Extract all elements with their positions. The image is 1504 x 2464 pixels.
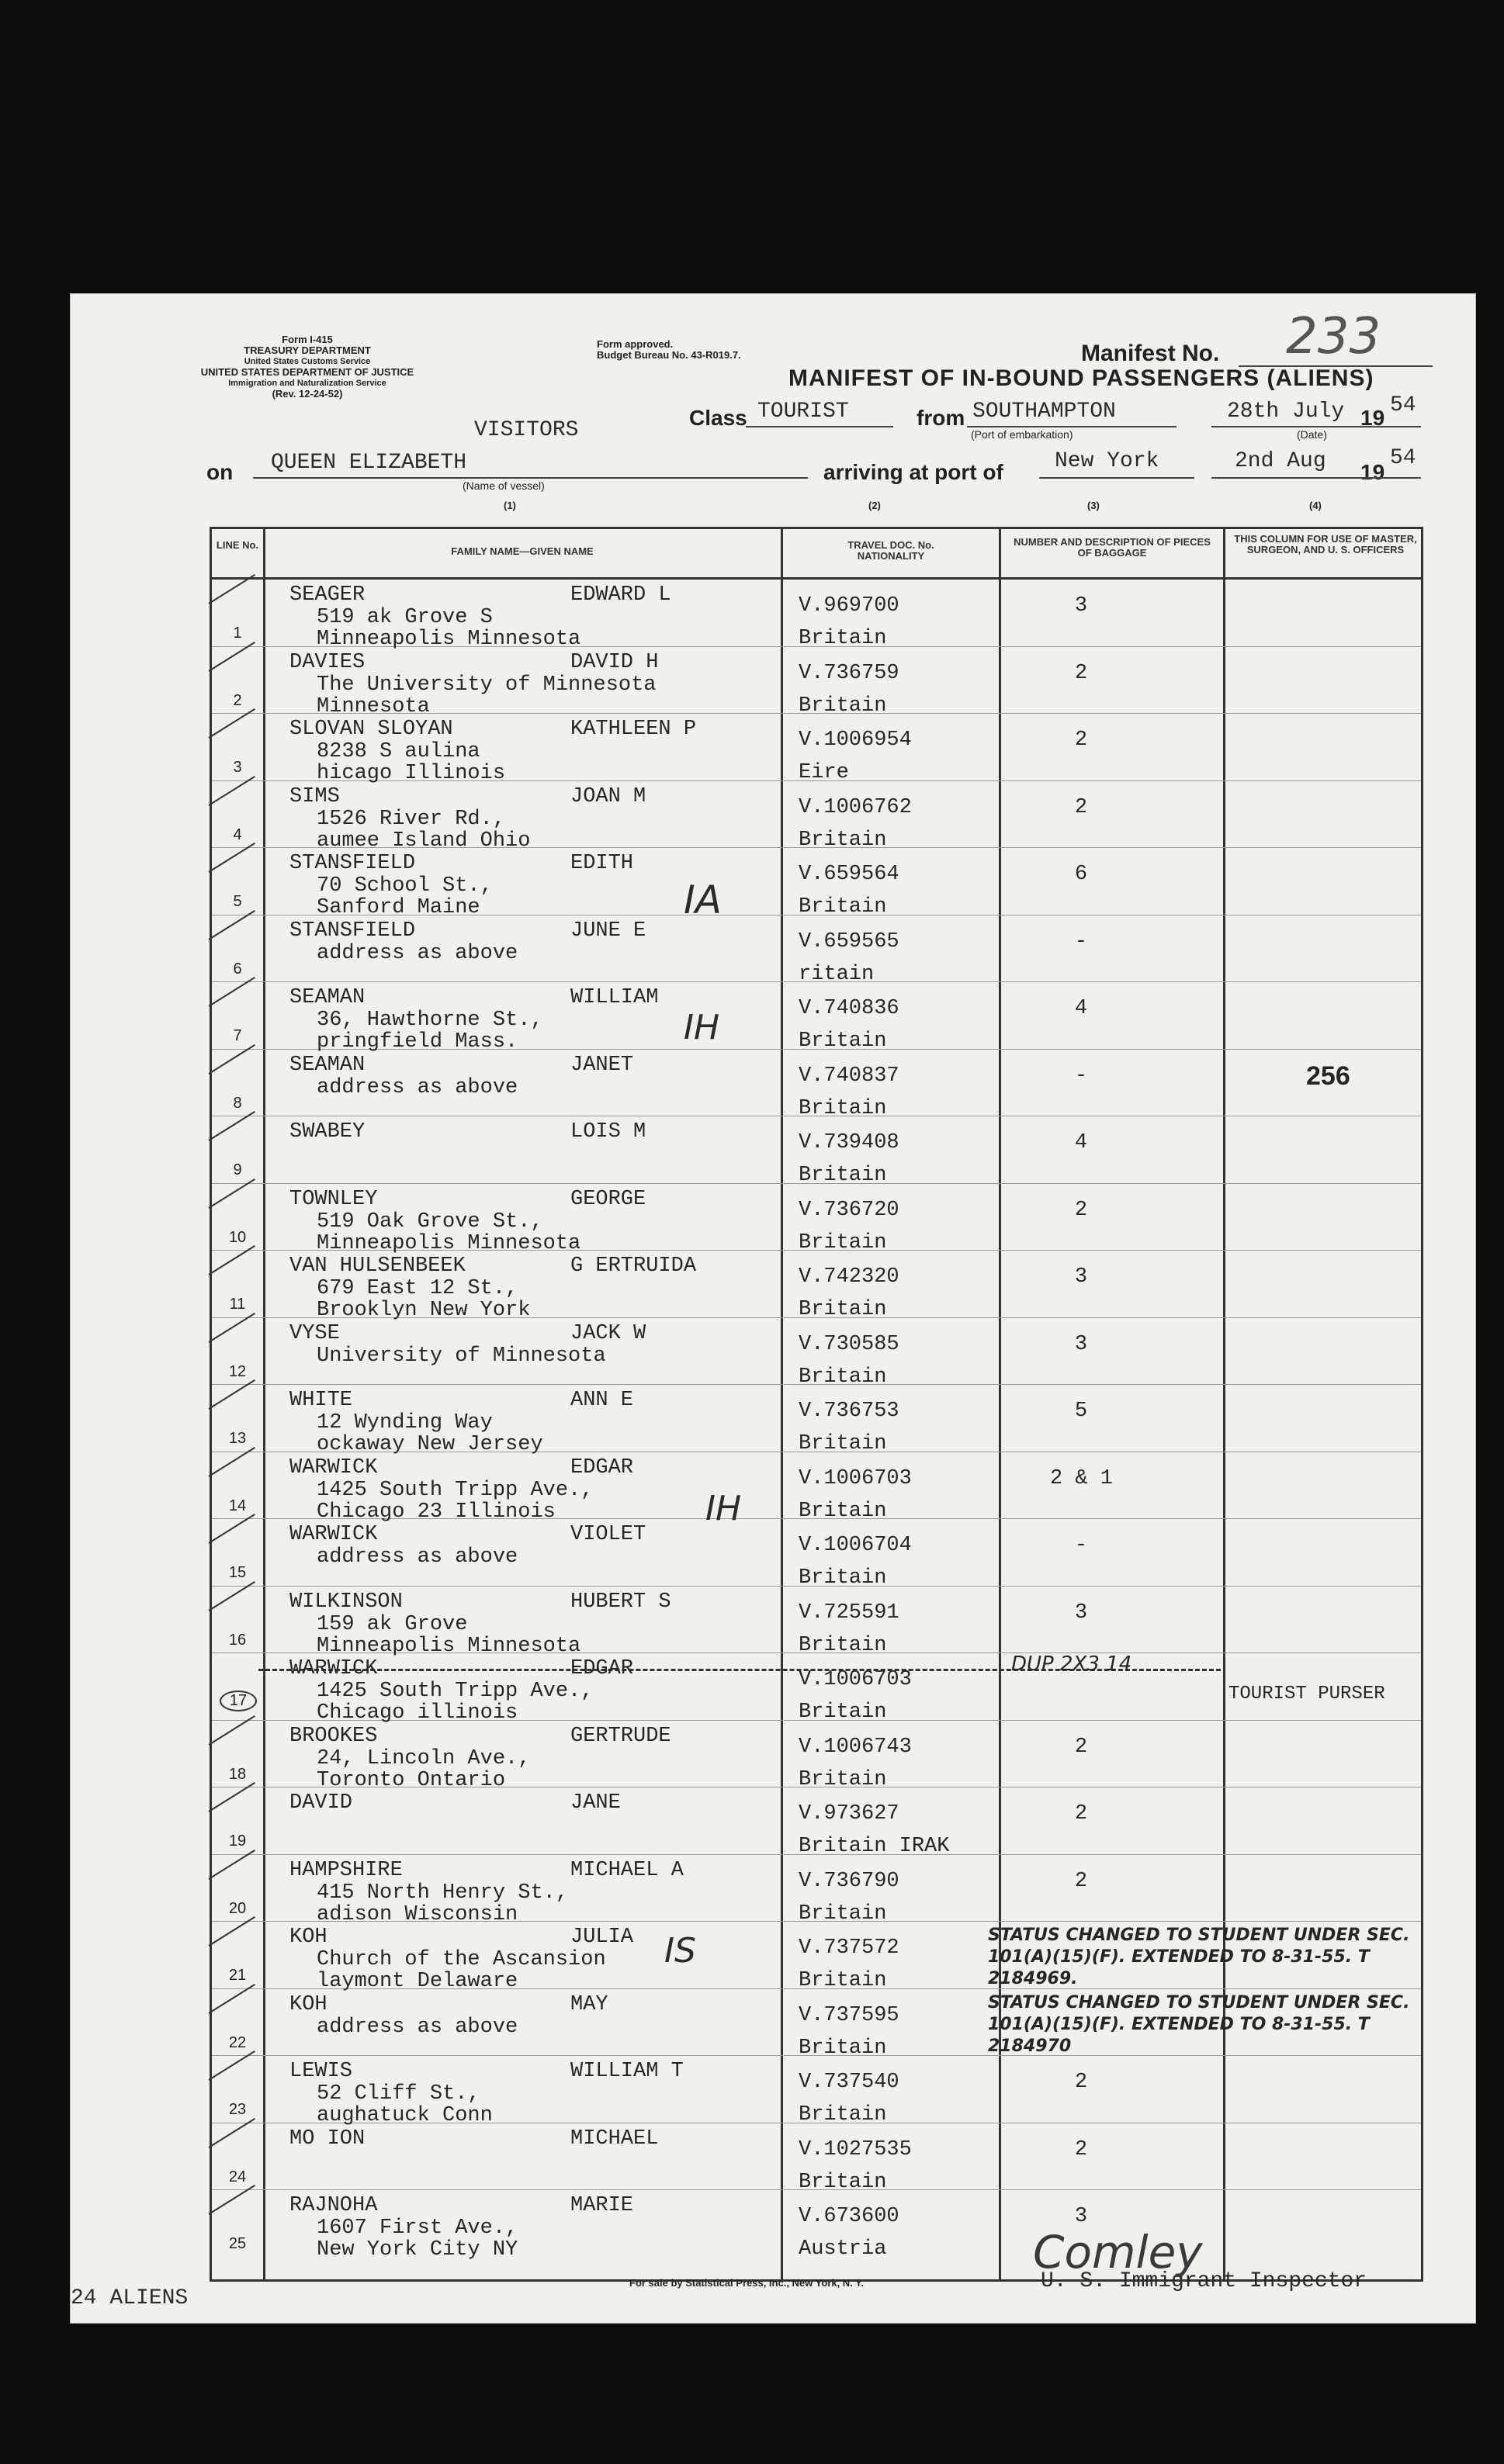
given-name: ANN E [570,1389,634,1412]
embarkation-date: 28th July [1227,400,1345,424]
travel-doc: V.736753 [799,1400,899,1423]
family-name: WARWICK [289,1523,378,1546]
address-line-2: Brooklyn New York [317,1299,531,1322]
vessel-name: QUEEN ELIZABETH [271,451,467,475]
address-line-2: Sanford Maine [317,896,480,919]
given-name: JANE [570,1791,621,1815]
nationality: Britain [799,828,887,852]
line-number: 23 [228,2101,247,2118]
handwritten-initials: IS [664,1931,696,1971]
address-line-2: aughatuck Conn [317,2104,493,2127]
baggage: 2 [1074,1198,1088,1222]
table-row [212,781,1421,853]
family-name: WHITE [289,1389,353,1412]
manifest-title: MANIFEST OF IN-BOUND PASSENGERS (ALIENS) [788,365,1374,391]
address-line-2: ockaway New Jersey [317,1433,543,1456]
table-row [212,580,1421,651]
line-number: 13 [228,1430,247,1447]
table-row [212,982,1421,1054]
passenger-table [210,527,1423,2282]
travel-doc: V.740837 [799,1064,899,1088]
line-number: 9 [233,1161,242,1178]
family-name: VAN HULSENBEEK [289,1254,466,1278]
address-line-2: Minnesota [317,694,430,718]
table-row [212,1116,1421,1187]
travel-doc: V.1006704 [799,1534,912,1557]
given-name: HUBERT S [570,1590,671,1614]
nationality: Britain [799,1432,887,1455]
address-line-1: Church of the Ascansion [317,1948,606,1971]
nationality: Britain IRAK [799,1835,950,1858]
baggage: 2 & 1 [1050,1466,1114,1490]
baggage: 2 [1074,2137,1088,2161]
address-line-2: hicago Illinois [317,762,506,785]
header-line-no: LINE No. [216,539,259,551]
nationality: Britain [799,694,887,718]
travel-doc: V.737540 [799,2071,899,2094]
nationality: ritain [799,962,875,986]
table-row [212,1184,1421,1255]
travel-doc: V.673600 [799,2205,899,2228]
given-name: KATHLEEN P [570,718,697,741]
address-line-2: aumee Island Ohio [317,829,531,853]
family-name: TOWNLEY [289,1187,378,1211]
header-name: FAMILY NAME—GIVEN NAME [451,545,594,557]
on-label: on [206,460,234,484]
family-name: WARWICK [289,1455,378,1479]
family-name: STANSFIELD [289,919,416,943]
nationality: Britain [799,1633,887,1657]
line-number: 6 [233,960,242,978]
embarkation-port: SOUTHAMPTON [972,400,1116,424]
family-name: DAVID [289,1791,353,1815]
line-number: 15 [228,1564,247,1581]
given-name: JUNE E [570,919,646,943]
arrival-year: 54 [1390,446,1416,470]
family-name: SEAMAN [289,986,366,1009]
table-row [212,2190,1421,2262]
arrival-port: New York [1055,449,1159,473]
travel-doc: V.737572 [799,1936,899,1960]
address-line-1: 1425 South Tripp Ave., [317,1680,594,1703]
baggage: 2 [1074,795,1088,819]
given-name: VIOLET [570,1523,646,1546]
nationality: Britain [799,1701,887,1724]
line-number: 24 [228,2168,247,2185]
line-number: 21 [228,1967,247,1984]
ins-service: Immigration and Naturalization Service [228,379,386,388]
vessel-caption: (Name of vessel) [463,479,545,492]
given-name: G ERTRUIDA [570,1254,697,1278]
travel-doc: V.742320 [799,1265,899,1289]
address-line-2: Chicago illinois [317,1701,518,1725]
nationality: Britain [799,2103,887,2127]
travel-doc: V.973627 [799,1802,899,1826]
vessel-line [253,477,808,479]
address-line-1: 519 ak Grove S [317,606,493,629]
nationality: Britain [799,1164,887,1187]
given-name: JULIA [570,1926,634,1949]
address-line-1: 24, Lincoln Ave., [317,1746,531,1770]
nationality: Britain [799,1969,887,1992]
line-number: 1 [233,625,242,642]
family-name: SLOVAN SLOYAN [289,718,453,741]
agency-block [199,334,416,400]
baggage: 3 [1074,1332,1088,1356]
budget-bureau: Budget Bureau No. 43-R019.7. [597,349,741,361]
line-number: 10 [228,1228,247,1246]
address-line-1: 70 School St., [317,874,493,898]
department: TREASURY DEPARTMENT [244,344,371,356]
alien-count: 24 ALIENS [71,2286,189,2310]
purser-label: TOURIST PURSER [1228,1684,1385,1704]
given-name: EDITH [570,852,634,875]
inspector-title: U. S. Immigrant Inspector [1041,2269,1367,2293]
address-line-1: 1607 First Ave., [317,2217,518,2240]
travel-doc: V.1006743 [799,1735,912,1759]
travel-doc: V.739408 [799,1131,899,1154]
class-value: TOURIST [757,400,849,424]
family-name: HAMPSHIRE [289,1858,403,1882]
address-line-1: The University of Minnesota [317,673,657,697]
family-name: SEAGER [289,583,366,607]
given-name: MARIE [570,2194,634,2217]
table-row [212,1587,1421,1658]
family-name: SWABEY [289,1120,366,1144]
header-baggage: NUMBER AND DESCRIPTION OF PIECES OF BAGGAGE [1014,536,1211,559]
line-number: 7 [233,1027,242,1044]
line-number: 19 [228,1832,247,1850]
line-number: 25 [228,2235,247,2252]
baggage: 4 [1074,997,1088,1020]
line-number: 5 [233,893,242,910]
nationality: Britain [799,2036,887,2060]
nationality: Britain [799,1902,887,1926]
visitors-label: VISITORS [474,418,579,442]
address-line-2: pringfield Mass. [317,1030,518,1054]
travel-doc: V.1006703 [799,1668,912,1691]
given-name: EDGAR [570,1455,634,1479]
travel-doc: V.1006762 [799,795,912,819]
header-officers: THIS COLUMN FOR USE OF MASTER, SURGEON, AND U. S. OFFICERS [1234,533,1417,555]
table-row [212,1721,1421,1792]
approval-block [597,339,741,361]
baggage: 3 [1074,1601,1088,1625]
given-name: EDWARD L [570,583,671,607]
address-line-2: Minneapolis Minnesota [317,628,581,651]
given-name: DAVID H [570,650,659,674]
line-number: 2 [233,691,242,709]
family-name: LEWIS [289,2060,353,2083]
address-line-2: Minneapolis Minnesota [317,1634,581,1658]
address-line-1: 415 North Henry St., [317,1881,569,1905]
table-row [212,1452,1421,1524]
form-approved: Form approved. [597,338,674,350]
table-row [212,1385,1421,1456]
given-name: JACK W [570,1321,646,1345]
line-number: 18 [228,1765,247,1783]
travel-doc: V.1006703 [799,1466,912,1490]
nationality: Britain [799,1298,887,1321]
family-name: WARWICK [289,1657,378,1680]
nationality: Britain [799,1030,887,1053]
baggage: - [1074,1064,1088,1088]
table-row [212,714,1421,785]
baggage: 2 [1074,2071,1088,2094]
baggage: 3 [1074,1265,1088,1289]
nationality: Eire [799,761,849,784]
baggage: - [1074,1534,1088,1557]
family-name: KOH [289,1992,327,2016]
revision: (Rev. 12-24-52) [272,388,343,400]
line-number: 3 [233,759,242,776]
embarkation-year: 54 [1390,393,1416,417]
family-name: BROOKES [289,1724,378,1748]
nationality: Britain [799,1499,887,1523]
travel-doc: V.1027535 [799,2137,912,2161]
nationality: Britain [799,1365,887,1389]
table-row [212,647,1421,718]
given-name: EDGAR [570,1657,634,1680]
line-number: 11 [229,1296,246,1313]
travel-doc: V.659565 [799,929,899,953]
address-line-1: address as above [317,1075,518,1099]
from-label: from [917,406,965,430]
baggage: 5 [1074,1400,1088,1423]
nationality: Britain [799,1566,887,1590]
given-name: MICHAEL [570,2127,659,2151]
col-num-2: (2) [868,500,881,511]
given-name: JANET [570,1053,634,1077]
address-line-1: 1526 River Rd., [317,807,506,831]
customs-service: United States Customs Service [244,357,371,366]
address-line-1: 12 Wynding Way [317,1411,493,1434]
from-line [967,426,1177,427]
table-row [212,1318,1421,1389]
date1-line [1211,426,1421,427]
line-number: 22 [228,2033,247,2051]
baggage: 3 [1074,594,1088,618]
table-row [212,1787,1421,1858]
family-name: WILKINSON [289,1590,403,1614]
nationality: Britain [799,1230,887,1254]
manifest-no-label: Manifest No. [1081,341,1220,366]
line-number: 8 [233,1094,242,1112]
manifest-number: 233 [1286,308,1381,365]
family-name: KOH [289,1926,327,1949]
class-label: Class [689,406,747,430]
address-line-2: Toronto Ontario [317,1768,506,1792]
baggage: 2 [1074,1802,1088,1826]
justice-department: UNITED STATES DEPARTMENT OF JUSTICE [200,366,414,378]
given-name: MAY [570,1992,608,2016]
line-number-circled: 17 [220,1691,257,1711]
arriving-label: arriving at port of [823,460,1003,484]
table-row [212,1922,1421,1993]
form-number: Form I-415 [282,334,333,345]
travel-doc: V.740836 [799,997,899,1020]
status-note: STATUS CHANGED TO STUDENT UNDER SEC. 101(A)(15)(F). EXTENDED TO 8-31-55. T 2184969. [988,1926,1410,1988]
baggage: 2 [1074,1735,1088,1759]
duplicate-stamp: DUP 2X3 14 [1011,1652,1132,1676]
given-name: MICHAEL A [570,1858,684,1882]
table-row [212,2056,1421,2127]
given-name: WILLIAM [570,986,659,1009]
travel-doc: V.659564 [799,863,899,886]
col-num-1: (1) [504,500,516,511]
address-line-1: University of Minnesota [317,1344,606,1368]
nationality: Britain [799,895,887,919]
date-caption: (Date) [1297,428,1327,441]
header-doc: TRAVEL DOC. No. NATIONALITY [847,539,934,562]
family-name: RAJNOHA [289,2194,378,2217]
baggage: 6 [1074,863,1088,886]
table-row [212,1855,1421,1926]
travel-doc: V.725591 [799,1601,899,1625]
line-number: 20 [228,1899,247,1917]
handwritten-initials: IH [705,1489,742,1528]
class-line [746,426,893,427]
line-number: 12 [228,1362,247,1380]
line-number: 14 [228,1497,247,1514]
given-name: JOAN M [570,784,646,808]
baggage: - [1074,929,1088,953]
travel-doc: V.737595 [799,2003,899,2027]
given-name: GERTRUDE [570,1724,671,1748]
handwritten-initials: IH [684,1008,720,1047]
address-line-1: 1425 South Tripp Ave., [317,1478,594,1502]
travel-doc: V.969700 [799,594,899,618]
baggage: 2 [1074,728,1088,752]
given-name: LOIS M [570,1120,646,1144]
baggage: 2 [1074,661,1088,685]
line-number: 4 [233,825,242,843]
handwritten-initials: IA [684,877,722,922]
travel-doc: V.730585 [799,1332,899,1356]
table-row [212,848,1421,919]
printer-credit: For sale by Statistical Press, Inc., New York, N. Y. [629,2277,865,2289]
officer-count: 256 [1306,1061,1350,1091]
baggage: 4 [1074,1131,1088,1154]
family-name: VYSE [289,1321,340,1345]
date2-line [1211,477,1421,479]
address-line-2: Chicago 23 Illinois [317,1500,556,1524]
travel-doc: V.736720 [799,1198,899,1222]
nationality: Britain [799,627,887,650]
travel-doc: V.736759 [799,661,899,685]
given-name: GEORGE [570,1187,646,1211]
year-prefix-1: 19 [1360,406,1385,430]
address-line-2: New York City NY [317,2238,518,2262]
nationality: Austria [799,2237,887,2261]
family-name: SIMS [289,784,340,808]
given-name: WILLIAM T [570,2060,684,2083]
address-line-2: Minneapolis Minnesota [317,1231,581,1255]
status-note: STATUS CHANGED TO STUDENT UNDER SEC. 101(A)(15)(F). EXTENDED TO 8-31-55. T 2184970 [988,1992,1410,2056]
manifest-page [70,293,1476,2324]
address-line-1: 8238 S aulina [317,740,480,763]
travel-doc: V.1006954 [799,728,912,752]
table-row [212,1251,1421,1322]
family-name: DAVIES [289,650,366,674]
line-number: 16 [228,1631,247,1649]
address-line-2: laymont Delaware [317,1970,518,1993]
address-line-1: address as above [317,2015,518,2039]
family-name: SEAMAN [289,1053,366,1077]
address-line-1: 519 Oak Grove St., [317,1210,543,1234]
inspector-signature: Comley [1033,2226,1203,2279]
family-name: STANSFIELD [289,852,416,875]
family-name: MO ION [289,2127,366,2151]
address-line-1: address as above [317,1545,518,1569]
address-line-1: 52 Cliff St., [317,2082,480,2106]
port-line [1039,477,1194,479]
address-line-1: 679 East 12 St., [317,1277,518,1300]
col-num-4: (4) [1309,500,1322,511]
baggage: 3 [1074,2205,1088,2228]
table-row [212,915,1421,986]
address-line-1: address as above [317,941,518,965]
year-prefix-2: 19 [1360,460,1385,484]
nationality: Britain [799,1096,887,1120]
table-row [212,1519,1421,1590]
address-line-2: adison Wisconsin [317,1902,518,1926]
table-row [212,1050,1421,1120]
table-row [212,1989,1421,2060]
table-row-cancelled [212,1652,1421,1725]
travel-doc: V.736790 [799,1869,899,1893]
table-row [212,2123,1421,2194]
address-line-1: 159 ak Grove [317,1612,468,1636]
baggage: 2 [1074,1869,1088,1893]
arrival-date: 2nd Aug [1235,449,1326,473]
embarkation-caption: (Port of embarkation) [971,428,1073,441]
col-num-3: (3) [1087,500,1100,511]
table-body [212,580,1421,2279]
address-line-1: 36, Hawthorne St., [317,1009,543,1032]
nationality: Britain [799,1767,887,1791]
nationality: Britain [799,2170,887,2194]
